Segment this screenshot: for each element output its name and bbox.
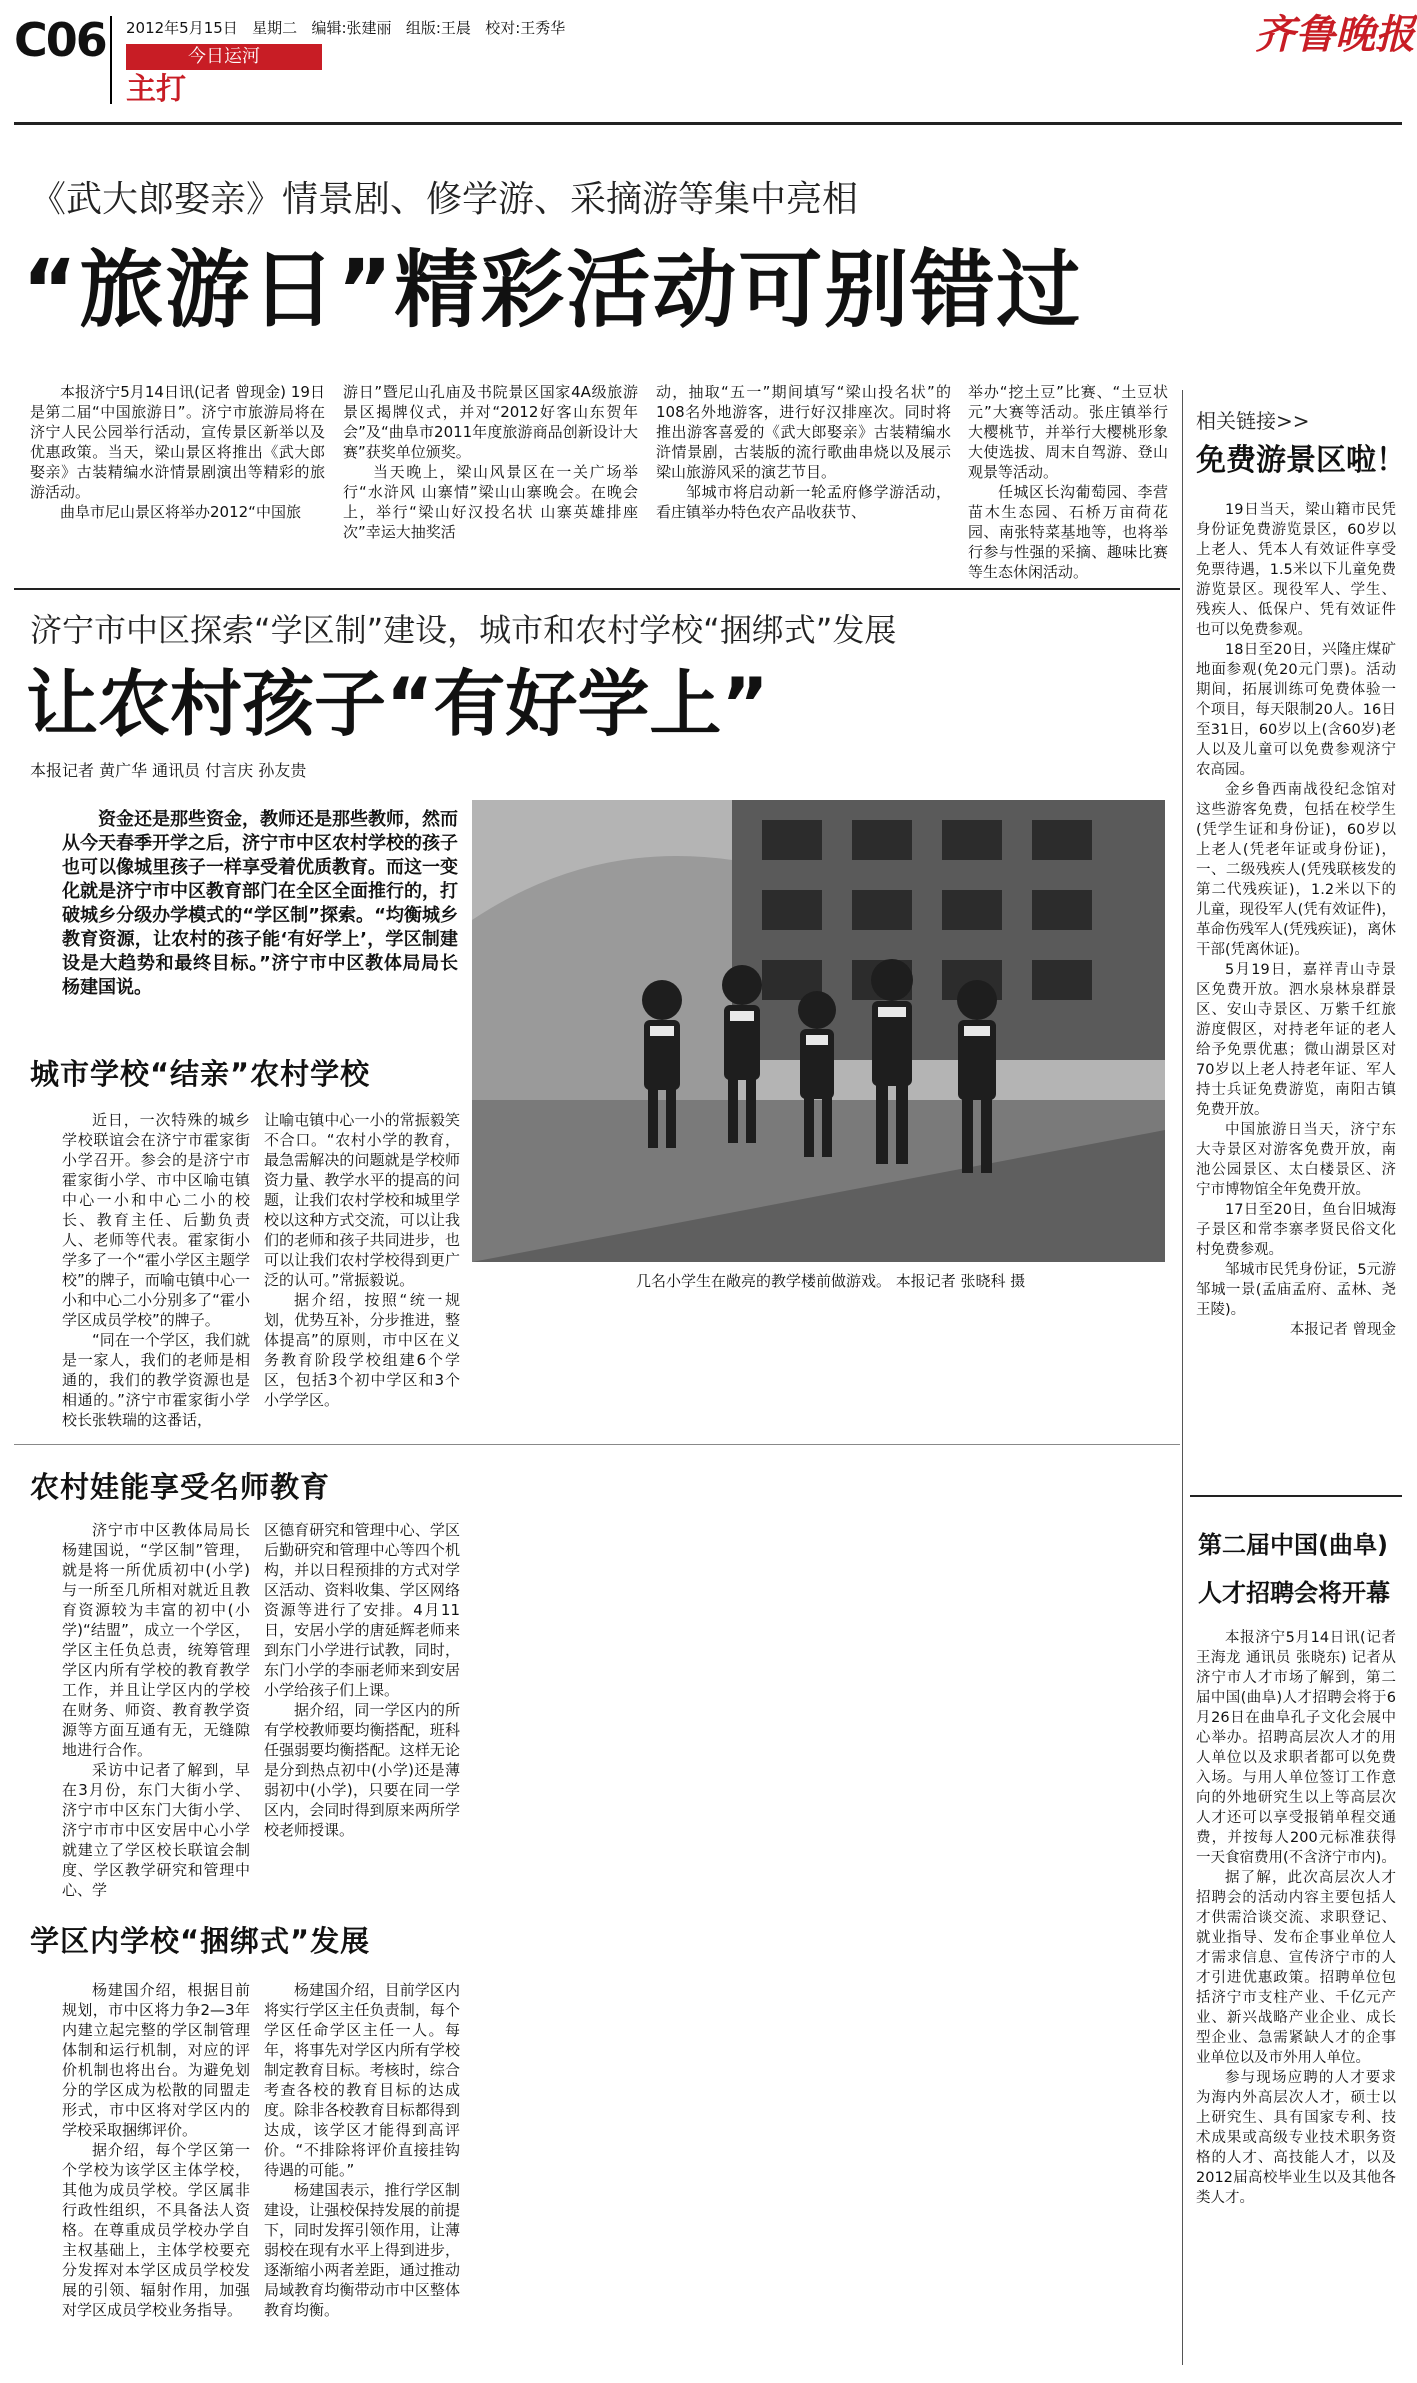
sub2-para: 济宁市中区教体局局长杨建国说，“学区制”管理，就是将一所优质初中(小学)与一所至几所相对就近且教育资源较为丰富的初中(小学)“结盟”，成立一个学区，学区主任负总责，统筹管理学区内所有学校的教育教学工作，并且让学区内的学校在财务、师资、教育教学资源等方面互通有无，无缝隙地进行合作。 (62, 1521, 250, 1759)
article1-col2 (343, 382, 638, 582)
article1-para: 动，抽取“五一”期间填写“梁山投名状”的108名外地游客，进行好汉排座次。同时将推出游客喜爱的《武大郎娶亲》古装精编水浒情景剧，古装版的流行歌曲串烧以及展示梁山旅游风采的演艺节目。 (656, 383, 951, 481)
article2-byline: 本报记者 黄广华 通讯员 付言庆 孙友贵 (30, 761, 307, 780)
photo-illustration (472, 800, 1165, 1262)
issue-date: 2012年5月15日 (126, 19, 238, 37)
sidebar-para: 邹城市民凭身份证，5元游邹城一景(孟庙孟府、孟林、尧王陵)。 (1196, 1262, 1396, 1318)
article1-bottom-rule (14, 588, 1180, 590)
sidebar-body (1196, 500, 1396, 1485)
layout-credit: 组版:王晨 (405, 19, 471, 37)
article2-headline: 让农村孩子“有好学上” (26, 662, 769, 746)
sidebar-para: 18日至20日，兴隆庄煤矿地面参观(免20元门票)。活动期间，拓展训练可免费体验一个项目，每天限制20人。16日至31日，60岁以上(含60岁)老人以及儿童可以免费参观济宁农高园。 (1196, 642, 1396, 778)
article1-col1 (30, 382, 325, 582)
sidebar-divider (1182, 390, 1183, 2365)
sub1-para: 让喻屯镇中心一小的常振毅笑不合口。“农村小学的教育，最急需解决的问题就是学校师资力量、教学水平的提高的问题，让我们农村学校和城里学校以这种方式交流，可以让我们的老师和孩子共同进步，也可以让我们农村学校得到更广泛的认可。”常振毅说。 (264, 1111, 460, 1289)
sub3-para: 杨建国介绍，目前学区内将实行学区主任负责制，每个学区任命学区主任一人。每年，将事先对学区内所有学校制定教育目标。考核时，综合考查各校的教育目标的达成度。除非各校教育目标都得到达成，该学区才能得到高评价。“不排除将评价直接挂钩待遇的可能。” (264, 1981, 460, 2179)
editor-credit: 编辑:张建丽 (311, 19, 392, 37)
sidebar-para: 17日至20日，鱼台旧城海子景区和常李寨孝贤民俗文化村免费参观。 (1196, 1202, 1396, 1258)
sidebar-rule (1190, 1495, 1402, 1497)
sub2-para: 据介绍，同一学区内的所有学校教师要均衡搭配，班科任强弱要均衡搭配。这样无论是分到热点初中(小学)还是薄弱初中(小学)，只要在同一学区内，会同时得到原来两所学校老师授课。 (264, 1701, 460, 1839)
article1-col3 (656, 382, 951, 582)
article1-kicker: 《武大郎娶亲》情景剧、修学游、采摘游等集中亮相 (30, 179, 859, 220)
sub1-para: “同在一个学区，我们就是一家人，我们的老师是相通的，我们的教学资源也是相通的。”济宁市霍家街小学校长张轶瑞的这番话， (62, 1331, 250, 1429)
article2-lead (62, 808, 458, 1018)
page-number: C06 (14, 13, 106, 67)
sub3-para: 据介绍，每个学区第一个学校为该学区主体学校，其他为成员学校。学区属非行政性组织，不具备法人资格。在尊重成员学校办学自主权基础上，主体学校要充分发挥对本学区成员学校发展的引领、辐射作用，加强对学区成员学校业务指导。 (62, 2141, 250, 2319)
proof-credit: 校对:王秀华 (485, 19, 566, 37)
sidebar-para: 5月19日，嘉祥青山寺景区免费开放。泗水泉林泉群景区、安山寺景区、万紫千红旅游度假区，对持老年证的老人给予免票优惠；微山湖景区对70岁以上老人持老年证、军人持士兵证免费游览，南阳古镇免费开放。 (1196, 962, 1396, 1118)
sidebar2-body (1196, 1628, 1396, 2373)
sub3-para: 杨建国介绍，根据目前规划，市中区将力争2—3年内建立起完整的学区制管理体制和运行机制，对应的评价机制也将出台。为避免划分的学区成为松散的同盟走形式，市中区将对学区内的学校采取捆绑评价。 (62, 1981, 250, 2139)
photo-caption: 几名小学生在敞亮的教学楼前做游戏。 本报记者 张晓科 摄 (636, 1272, 1026, 1290)
article2-lead-para: 资金还是那些资金，教师还是那些教师，然而从今天春季开学之后，济宁市中区农村学校的孩子也可以像城里孩子一样享受着优质教育。而这一变化就是济宁市中区教育部门在全区全面推行的，打破城乡分级办学模式的“学区制”探索。“均衡城乡教育资源，让农村的孩子能‘有好学上’，学区制建设是大趋势和最终目标。”济宁市中区教体局局长杨建国说。 (62, 809, 458, 998)
sub1-para: 据介绍，按照“统一规划，优势互补，分步推进，整体提高”的原则，市中区在义务教育阶段学校组建6个学区，包括3个初中学区和3个小学学区。 (264, 1291, 460, 1409)
sidebar2-para: 据了解，此次高层次人才招聘会的活动内容主要包括人才供需洽谈交流、求职登记、就业指导、发布企事业单位人才需求信息、宣传济宁市的人才引进优惠政策。招聘单位包括济宁市支柱产业、千亿元产业、新兴战略产业企业、成长型企业、急需紧缺人才的企事业单位以及市外用人单位。 (1196, 1870, 1396, 2066)
sub3-col1 (62, 1980, 250, 2370)
sub3-col2 (264, 1980, 460, 2370)
sub2-col2 (264, 1520, 460, 1903)
article1-para: 游日”暨尼山孔庙及书院景区国家4A级旅游景区揭牌仪式，并对“2012好客山东贺年会”及“曲阜市2011年度旅游商品创新设计大赛”获奖单位颁奖。 (343, 383, 638, 461)
sidebar2-title-1: 第二届中国(曲阜) (1198, 1531, 1388, 1559)
sub1-para: 近日，一次特殊的城乡学校联谊会在济宁市霍家街小学召开。参会的是济宁市霍家街小学、市中区喻屯镇中心一小和中心二小的校长、教育主任、后勤负责人、老师等代表。霍家街小学多了一个“霍小学区主题学校”的牌子，而喻屯镇中心一小和中心二小分别多了“霍小学区成员学校”的牌子。 (62, 1111, 250, 1329)
sub1-bottom-rule (14, 1444, 1180, 1445)
section-tag: 今日运河 (126, 44, 322, 70)
header-divider (110, 16, 112, 104)
section-title: 主打 (126, 72, 186, 107)
sidebar-para: 19日当天，梁山籍市民凭身份证免费游览景区，60岁以上老人、凭本人有效证件享受免票待遇，1.5米以下儿童免费游览景区。现役军人、学生、残疾人、低保户、凭有效证件也可以免费参观。 (1196, 502, 1396, 638)
article1-para: 当天晚上，梁山风景区在一关广场举行“水浒风 山寨情”梁山山寨晚会。在晚会上，举行“梁山好汉投名状 山寨英雄排座次”幸运大抽奖活 (343, 463, 638, 541)
sidebar2-title-2: 人才招聘会将开幕 (1198, 1579, 1390, 1607)
subhead-2: 农村娃能享受名师教育 (30, 1470, 331, 1504)
sidebar-title: 免费游景区啦！ (1196, 443, 1406, 478)
sub2-para: 采访中记者了解到，早在3月份，东门大街小学、济宁市中区东门大街小学、济宁市市中区安居中心小学就建立了学区校长联谊会制度、学区教学研究和管理中心、学 (62, 1761, 250, 1899)
news-photo (472, 800, 1165, 1262)
sub1-col1 (62, 1110, 250, 1435)
sidebar2-para: 参与现场应聘的人才要求为海内外高层次人才，硕士以上研究生、具有国家专利、技术成果或高级专业技术职务资格的人才、高技能人才，以及2012届高校毕业生以及其他各类人才。 (1196, 2070, 1396, 2206)
sub2-col1 (62, 1520, 250, 1903)
related-link[interactable]: 相关链接>> (1196, 409, 1310, 433)
sub1-col2 (264, 1110, 460, 1435)
sidebar-reporter: 本报记者 曾现金 (1289, 1322, 1396, 1338)
sidebar-para: 中国旅游日当天，济宁东大寺景区对游客免费开放，南池公园景区、太白楼景区、济宁市博物馆全年免费开放。 (1196, 1122, 1396, 1198)
sidebar2-para: 本报济宁5月14日讯(记者 王海龙 通讯员 张晓东) 记者从济宁市人才市场了解到，第二届中国(曲阜)人才招聘会将于6月26日在曲阜孔子文化会展中心举办。招聘高层次人才的用人单位以及求职者都可以免费入场。与用人单位签订工作意向的外地研究生以上等高层次人才还可以享受报销单程交通费，并按每人200元标准获得一天食宿费用(不含济宁市内)。 (1196, 1630, 1396, 1866)
sub2-para: 区德育研究和管理中心、学区后勤研究和管理中心等四个机构，并以日程预排的方式对学区活动、资料收集、学区网络资源等进行了安排。4月11日，安居小学的唐延辉老师来到东门小学进行试教，同时，东门小学的李丽老师来到安居小学给孩子们上课。 (264, 1521, 460, 1699)
article1-para: 曲阜市尼山景区将举办2012“中国旅 (60, 503, 301, 521)
sidebar-para: 金乡鲁西南战役纪念馆对这些游客免费，包括在校学生(凭学生证和身份证)，60岁以上老人(凭老年证或身份证)，一、二级残疾人(凭残联核发的第二代残疾证)，1.2米以下的儿童，现役军人(凭有效证件)，革命伤残军人(凭残疾证)，离休干部(凭离休证)。 (1196, 782, 1396, 958)
header-rule (14, 122, 1402, 125)
issue-weekday: 星期二 (252, 19, 298, 37)
subhead-3: 学区内学校“捆绑式”发展 (30, 1924, 371, 1958)
masthead-logo: 齐鲁晚报 (1255, 11, 1415, 58)
article1-para: 举办“挖土豆”比赛、“土豆状元”大赛等活动。张庄镇举行大樱桃节，并举行大樱桃形象大使选拔、周末自驾游、登山观景等活动。 (968, 383, 1168, 481)
article1-para: 邹城市将启动新一轮孟府修学游活动，看庄镇举办特色农产品收获节、 (656, 483, 951, 521)
article1-col4 (968, 382, 1168, 582)
article2-kicker: 济宁市中区探索“学区制”建设，城市和农村学校“捆绑式”发展 (30, 611, 897, 649)
article1-para: 本报济宁5月14日讯(记者 曾现金) 19日是第二届“中国旅游日”。济宁市旅游局将在济宁人民公园举行活动，宣传景区新举以及优惠政策。当天，梁山景区将推出《武大郎娶亲》古装精编水浒情景剧演出等精彩的旅游活动。 (30, 383, 325, 501)
sub3-para: 杨建国表示，推行学区制建设，让强校保持发展的前提下，同时发挥引领作用，让薄弱校在现有水平上得到进步，逐渐缩小两者差距，通过推动局域教育均衡带动市中区整体教育均衡。 (264, 2181, 460, 2319)
article1-para: 任城区长沟葡萄园、李营苗木生态园、石桥万亩荷花园、南张特菜基地等，也将举行参与性强的采摘、趣味比赛等生态休闲活动。 (968, 483, 1168, 581)
header-meta (126, 18, 565, 38)
subhead-1: 城市学校“结亲”农村学校 (30, 1057, 371, 1091)
article1-headline: “旅游日”精彩活动可别错过 (22, 241, 1083, 339)
